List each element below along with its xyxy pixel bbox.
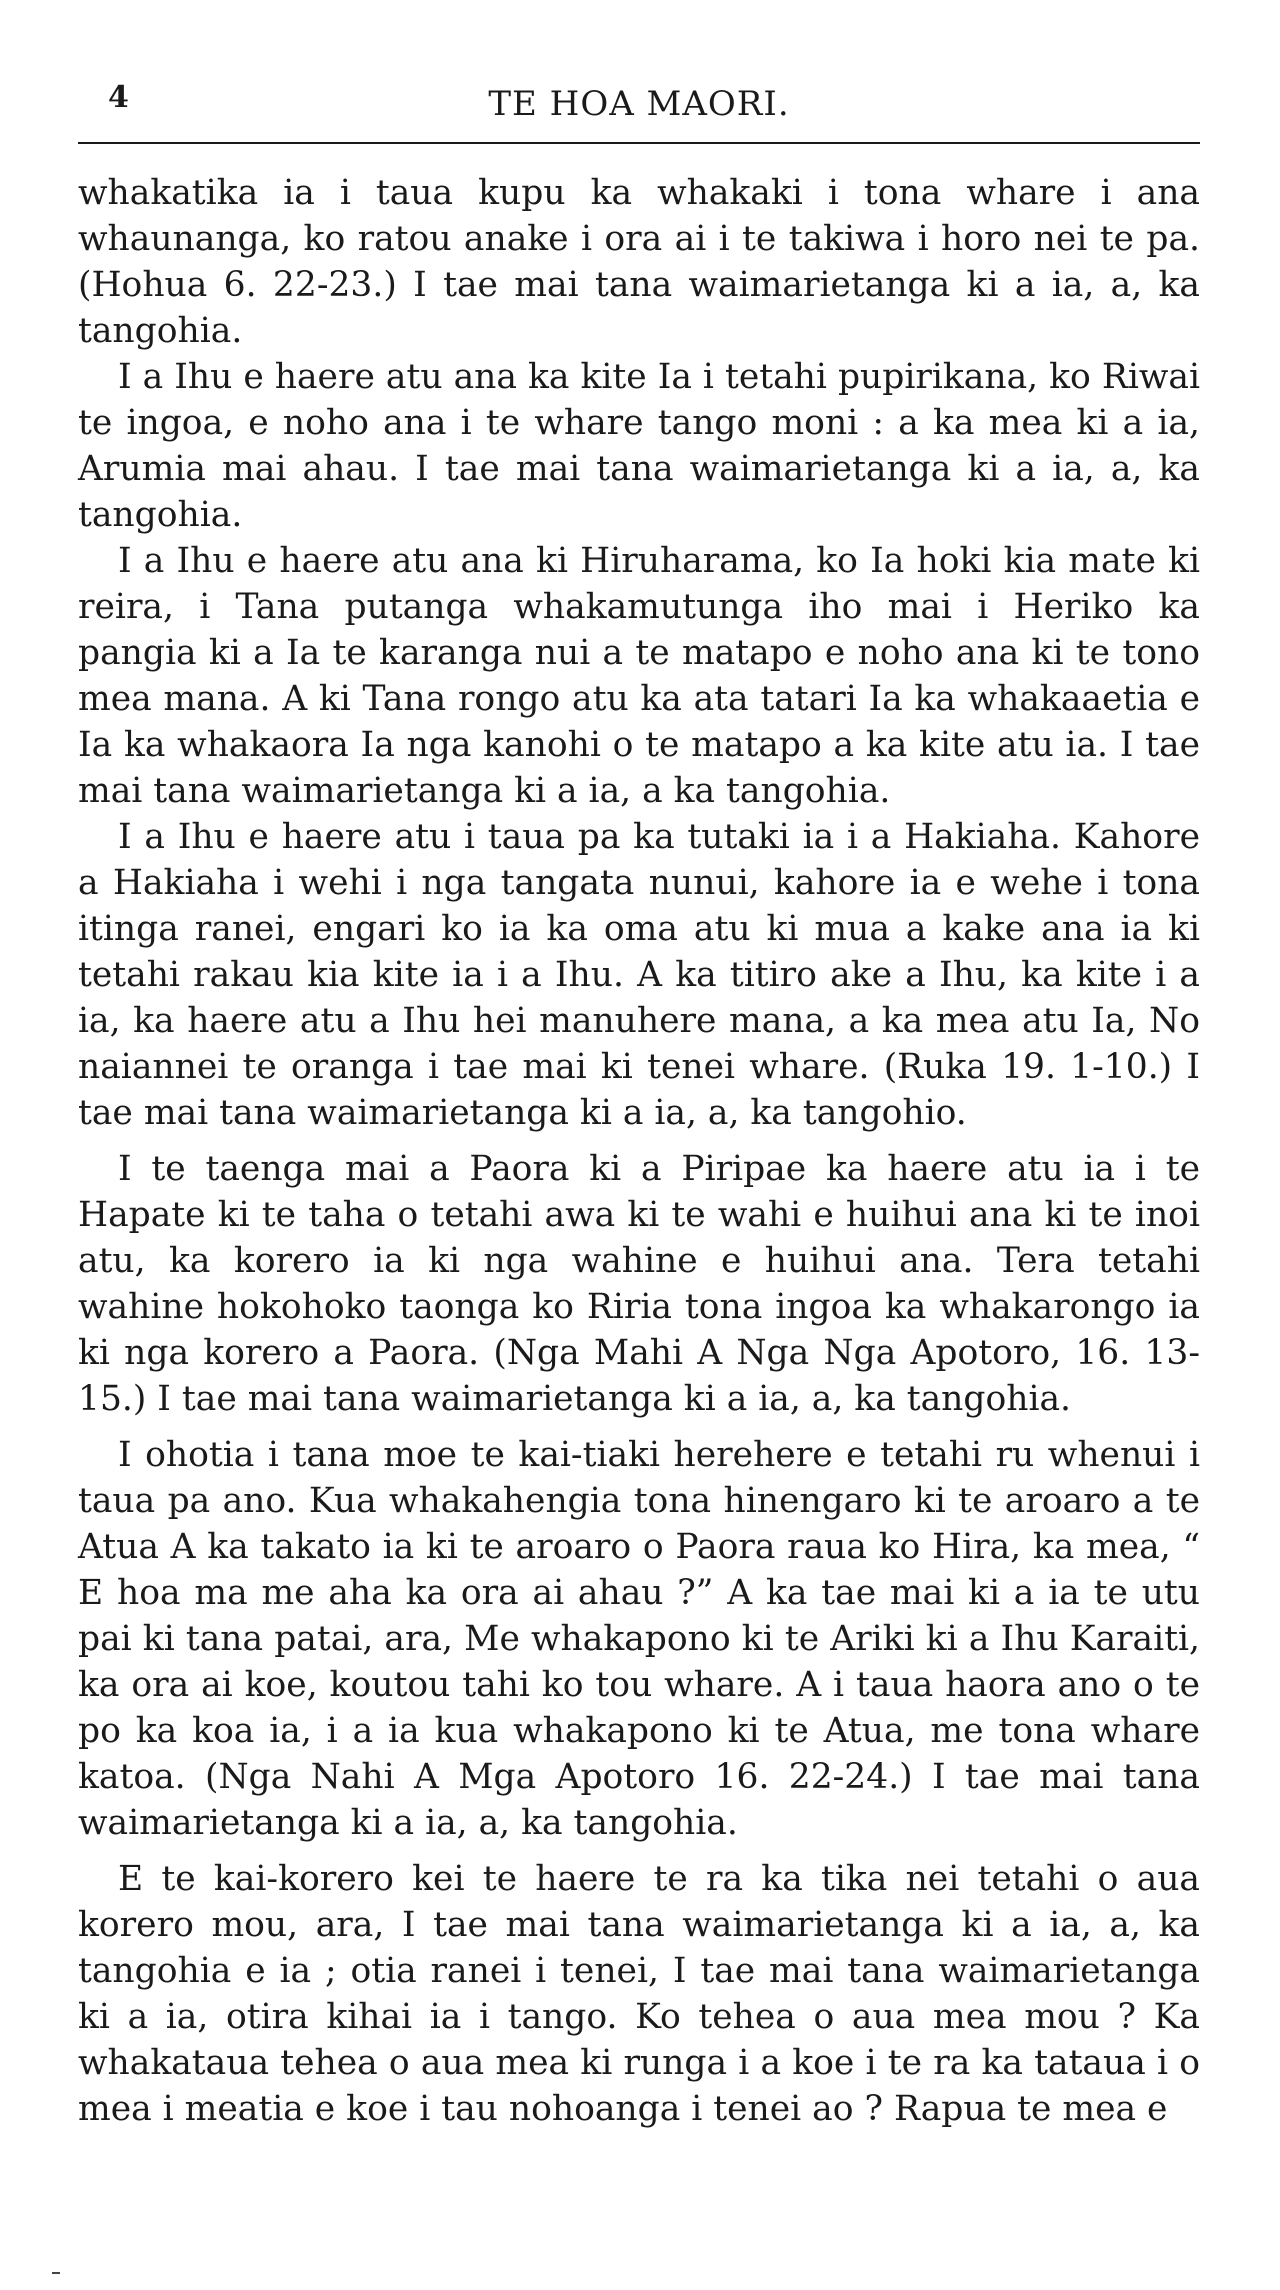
paragraph: whakatika ia i taua kupu ka whakaki i tona whare i ana whaunanga, ko ratou anake i ora ai i te takiwa i horo nei te pa. (Hohua 6. 22-23.) I tae mai tana waimarietanga ki a ia, a, ka tangohia. <box>78 173 1200 351</box>
paragraph: I ohotia i tana moe te kai-tiaki herehere e tetahi ru whenui i taua pa ano. Kua whakahengia tona hinengaro ki te aroaro a te Atua A ka takato ia ki te aroaro o Paora raua ko Hira, ka mea, “ E hoa ma me aha ka ora ai ahau ?” A ka tae mai ki a ia te utu pai ki tana patai, ara, Me whakapono ki te Ariki ki a Ihu Karaiti, ka ora ai koe, koutou tahi ko tou whare. A i taua haora ano o te po ka koa ia, i a ia kua whakapono ki te Atua, me tona whare katoa. (Nga Nahi A Mga Apotoro 16. 22-24.) I tae mai tana waimarietanga ki a ia, a, ka tangohia. <box>78 1435 1200 1843</box>
paragraph: E te kai-korero kei te haere te ra ka tika nei tetahi o aua korero mou, ara, I tae mai tana waimarietanga ki a ia, a, ka tangohia e ia ; otia ranei i tenei, I tae mai tana waimarietanga ki a ia, otira kihai ia i tango. Ko tehea o aua mea mou ? Ka whakataua tehea o aua mea ki runga i a koe i te ra ka tataua i o mea i meatia e koe i tau nohoanga i tenei ao ? Rapua te mea e <box>78 1859 1200 2129</box>
body-text <box>78 170 1200 2132</box>
paragraph: I te taenga mai a Paora ki a Piripae ka haere atu ia i te Hapate ki te taha o tetahi awa ki te wahi e huihui ana ki te inoi atu, ka korero ia ki nga wahine e huihui ana. Tera tetahi wahine hokohoko taonga ko Riria tona ingoa ka whakarongo ia ki nga korero a Paora. (Nga Mahi A Nga Nga Apotoro, 16. 13-15.) I tae mai tana waimarietanga ki a ia, a, ka tangohia. <box>78 1149 1200 1419</box>
running-title: TE HOA MAORI. <box>488 84 790 124</box>
paragraph: I a Ihu e haere atu ana ki Hiruharama, ko Ia hoki kia mate ki reira, i Tana putanga whakamutunga iho mai i Heriko ka pangia ki a Ia te karanga nui a te matapo e noho ana ki te tono mea mana. A ki Tana rongo atu ka ata tatari Ia ka whakaaetia e Ia ka whakaora Ia nga kanohi o te matapo a ka kite atu ia. I tae mai tana waimarietanga ki a ia, a ka tangohia. <box>78 541 1200 811</box>
header-rule <box>78 142 1200 144</box>
page-header <box>78 70 1200 130</box>
ink-speck <box>52 2272 60 2274</box>
page-number: 4 <box>108 80 129 115</box>
book-page <box>78 70 1200 2129</box>
paragraph: I a Ihu e haere atu i taua pa ka tutaki ia i a Hakiaha. Kahore a Hakiaha i wehi i nga tangata nunui, kahore ia e wehe i tona itinga ranei, engari ko ia ka oma atu ki mua a kake ana ia ki tetahi rakau kia kite ia i a Ihu. A ka titiro ake a Ihu, ka kite i a ia, ka haere atu a Ihu hei manuhere mana, a ka mea atu Ia, No naiannei te oranga i tae mai ki tenei whare. (Ruka 19. 1-10.) I tae mai tana waimarietanga ki a ia, a, ka tangohio. <box>78 817 1200 1133</box>
paragraph: I a Ihu e haere atu ana ka kite Ia i tetahi pupirikana, ko Riwai te ingoa, e noho ana i te whare tango moni : a ka mea ki a ia, Arumia mai ahau. I tae mai tana waimarietanga ki a ia, a, ka tangohia. <box>78 357 1200 535</box>
